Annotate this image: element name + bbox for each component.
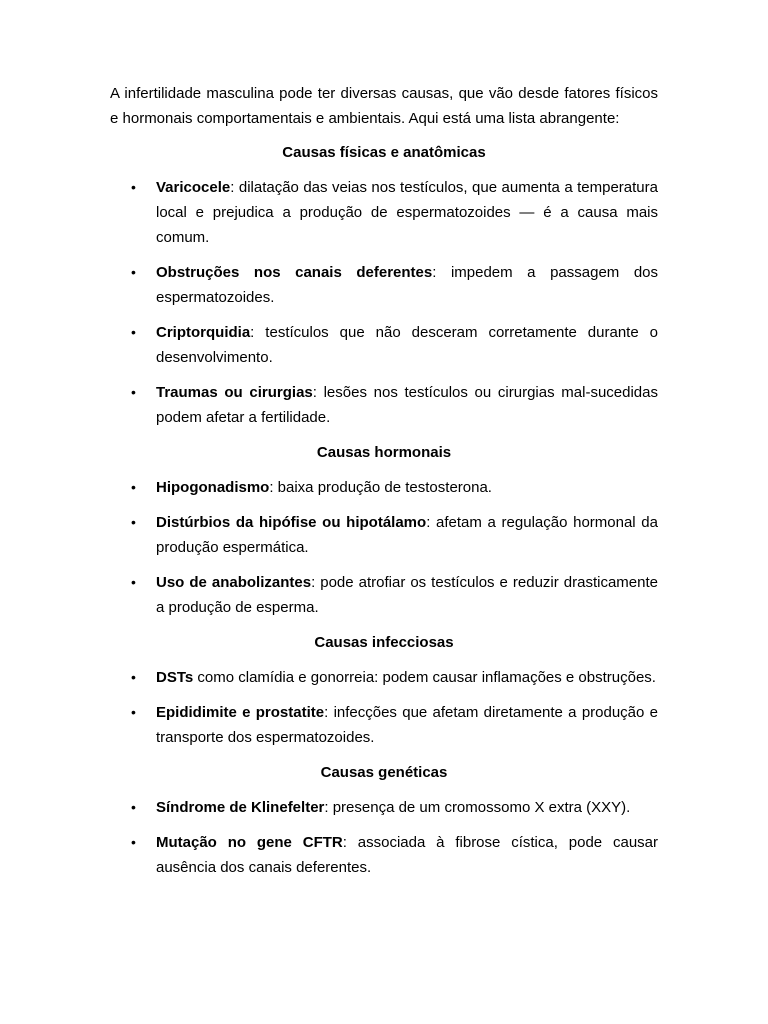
item-term: Varicocele [156,179,231,196]
item-description: como clamídia e gonorreia: podem causar inflamações e obstruções. [193,669,656,686]
list-item [110,260,658,310]
section-infectious [110,630,658,750]
bullet-icon: • [131,384,136,400]
bullet-list [110,665,658,750]
item-description: : lesões nos testículos ou cirurgias mal-sucedidas podem afetar a fertilidade. [156,384,658,426]
item-term: Obstruções nos canais deferentes [156,264,433,281]
list-item [110,795,658,820]
intro-paragraph: A infertilidade masculina pode ter diversas causas, que vão desde fatores físicos e hormonais comportamentais e ambientais. Aqui está uma lista abrangente: [110,85,658,127]
item-term: Síndrome de Klinefelter [156,799,325,816]
item-description: : associada à fibrose cística, pode causar ausência dos canais deferentes. [156,834,658,876]
list-item [110,700,658,750]
bullet-icon: • [131,179,136,195]
item-term: Mutação no gene CFTR [156,834,343,851]
item-description: : dilatação das veias nos testículos, que aumenta a temperatura local e prejudica a produção de espermatozoides — é a causa mais comum. [156,179,658,246]
section-title: Causas físicas e anatômicas [282,144,486,161]
list-item [110,570,658,620]
bullet-list [110,795,658,880]
bullet-icon: • [131,514,136,530]
item-description: : baixa produção de testosterona. [269,479,492,496]
list-item [110,320,658,370]
item-term: DSTs [156,669,194,686]
bullet-icon: • [131,704,136,720]
bullet-icon: • [131,574,136,590]
item-term: Distúrbios da hipófise ou hipotálamo [156,514,427,531]
list-item [110,380,658,430]
list-item [110,510,658,560]
item-description: : afetam a regulação hormonal da produção espermática. [156,514,658,556]
section-title: Causas genéticas [320,764,448,781]
bullet-icon: • [131,799,136,815]
item-term: Hipogonadismo [156,479,270,496]
item-term: Criptorquidia [156,324,251,341]
section-title: Causas infecciosas [314,634,454,651]
list-item [110,830,658,880]
list-item [110,475,658,500]
bullet-icon: • [131,834,136,850]
list-item [110,665,658,690]
item-description: : impedem a passagem dos espermatozoides. [156,264,659,306]
item-term: Epididimite e prostatite [156,704,325,721]
bullet-list [110,475,658,620]
section-genetic [110,760,658,880]
bullet-icon: • [131,669,136,685]
item-description: : presença de um cromossomo X extra (XXY). [324,799,631,816]
item-description: : infecções que afetam diretamente a produção e transporte dos espermatozoides. [156,704,658,746]
bullet-icon: • [131,264,136,280]
item-term: Uso de anabolizantes [156,574,312,591]
item-term: Traumas ou cirurgias [156,384,313,401]
item-description: : testículos que não desceram corretamente durante o desenvolvimento. [156,324,658,366]
list-item [110,175,658,250]
section-title: Causas hormonais [316,444,452,461]
section-physical [110,140,658,430]
bullet-icon: • [131,324,136,340]
section-hormonal [110,440,658,620]
bullet-list [110,175,658,430]
bullet-icon: • [131,479,136,495]
item-description: : pode atrofiar os testículos e reduzir drasticamente a produção de esperma. [156,574,658,616]
